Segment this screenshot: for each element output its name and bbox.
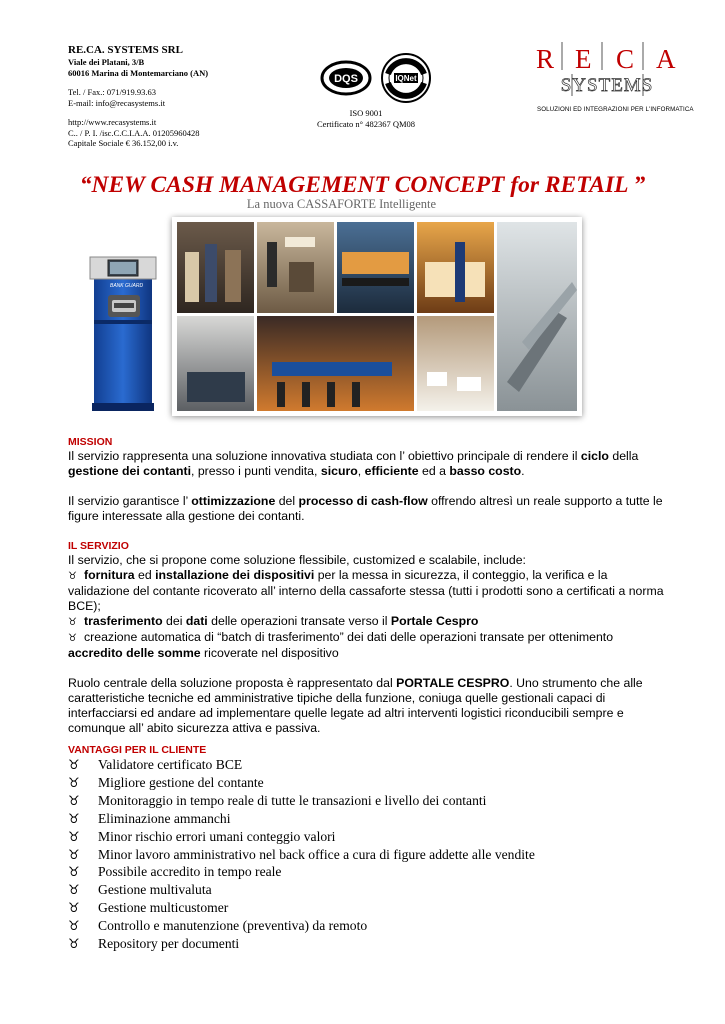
mission-paragraph-1: Il servizio rappresenta una soluzione innovativa studiata con l’ obiettivo principale di rendere il ciclo della gestione dei contanti, presso i punti vendita, sicuro, efficiente ed a basso costo. <box>68 449 639 478</box>
vantaggi-heading: VANTAGGI PER IL CLIENTE <box>68 744 207 756</box>
vantaggi-heading-wrap <box>68 743 668 757</box>
iqnet-logo <box>382 54 430 102</box>
list-item: ♉ Validatore certificato BCE <box>68 757 243 773</box>
taurus-bullet-icon: ♉ <box>68 847 80 863</box>
page-subtitle: La nuova CASSAFORTE Intelligente <box>246 197 437 211</box>
page-title: “NEW CASH MANAGEMENT CONCEPT for RETAIL ” <box>79 172 646 198</box>
iso-label: ISO 9001 <box>349 108 383 118</box>
list-item: ♉ creazione automatica di “batch di trasferimento” dei dati delle operazioni transate per ottenimento accredito delle somme ricoverate nel dispositivo <box>68 630 614 660</box>
logo-letter-c: C <box>616 44 635 74</box>
cespro-paragraph: Ruolo centrale della soluzione proposta è rappresentato dal PORTALE CESPRO. Uno strumento che alle caratteristiche tecniche ed amministrative tipiche della funzione, coniuga quelle gestionali capaci di interfacciarsi ed andare ad implementare quelle legate ad altri interventi logistici riconducibili sempre e comunque all’ abito sicurezza attiva e passiva. <box>68 676 643 735</box>
company-address-2: 60016 Marina di Montemarciano (AN) <box>68 67 209 78</box>
company-email[interactable]: E-mail: info@recasystems.it <box>68 97 166 108</box>
taurus-bullet-icon: ♉ <box>68 865 80 881</box>
list-item: ♉ Eliminazione ammanchi <box>68 810 231 827</box>
company-capital: Capitale Sociale € 36.152,00 i.v. <box>68 138 179 148</box>
servizio-section <box>68 539 668 736</box>
taurus-bullet-icon: ♉ <box>68 883 80 899</box>
taurus-bullet-icon: ♉ <box>68 901 80 917</box>
brand-tagline: SOLUZIONI ED INTEGRAZIONI PER L'INFORMATICA <box>537 106 694 113</box>
list-item: ♉ Migliore gestione del contante <box>68 774 264 791</box>
list-item: ♉ fornitura ed installazione dei dispositivi per la messa in sicurezza, il conteggio, la verifica e la validazione del contante ricoverato all’ interno della cassaforte stessa (tutti i prodotti sono a certificati a norma BCE); <box>68 568 664 613</box>
vantaggi-list <box>68 757 668 954</box>
mission-paragraph-2: Il servizio garantisce l’ ottimizzazione del processo di cash-flow offrendo altresì un reale supporto a tutte le figure interessate alla gestione dei contanti. <box>68 494 663 523</box>
certification-logos <box>318 52 438 104</box>
taurus-bullet-icon: ♉ <box>68 919 80 935</box>
iqnet-logo-text: IQNet <box>395 74 417 83</box>
list-item: ♉ trasferimento dei dati delle operazioni transate verso il Portale Cespro <box>68 614 479 628</box>
taurus-bullet-icon: ♉ <box>68 617 77 628</box>
mission-section <box>68 435 668 524</box>
certification-text <box>300 108 432 129</box>
taurus-bullet-icon: ♉ <box>68 829 80 845</box>
servizio-intro: Il servizio, che si propone come soluzione flessibile, customized e scalabile, include: <box>68 553 526 567</box>
taurus-bullet-icon: ♉ <box>68 811 80 827</box>
taurus-bullet-icon: ♉ <box>68 571 77 582</box>
list-item: ♉ Minor lavoro amministrativo nel back office a cura di figure addette alle vendite <box>68 846 535 863</box>
certificate-number: Certificato n° 482367 QM08 <box>316 118 416 129</box>
retail-photo-collage <box>172 217 582 416</box>
list-item: ♉ Monitoraggio in tempo reale di tutte le transazioni e livello dei contanti <box>68 792 487 809</box>
logo-letter-r: R <box>536 44 555 74</box>
company-name: RE.CA. SYSTEMS SRL <box>68 44 183 56</box>
taurus-bullet-icon: ♉ <box>68 793 80 809</box>
list-item: ♉ Repository per documenti <box>68 936 240 953</box>
logo-letter-e: E <box>575 44 592 74</box>
list-item: ♉ Gestione multivaluta <box>68 882 212 899</box>
list-item: ♉ Controllo e manutenzione (preventiva) da remoto <box>68 918 368 935</box>
taurus-bullet-icon: ♉ <box>68 758 80 773</box>
machine-label: BANK GUARD <box>110 283 144 289</box>
company-info <box>68 44 308 149</box>
dqs-logo-text: DQS <box>334 73 358 85</box>
taurus-bullet-icon: ♉ <box>68 937 80 953</box>
company-website[interactable]: http://www.recasystems.it <box>68 117 157 127</box>
logo-systems-text: SYSTEMS <box>560 75 654 96</box>
company-address-1: Viale dei Platani, 3/B <box>68 57 145 67</box>
company-registry: C.. / P. I. /isc.C.C.I.A.A. 01205960428 <box>68 127 200 138</box>
mission-heading: MISSION <box>68 436 113 448</box>
list-item: ♉ Possibile accredito in tempo reale <box>68 864 282 881</box>
list-item: ♉ Gestione multicustomer <box>68 900 229 917</box>
logo-letter-a: A <box>656 44 676 74</box>
taurus-bullet-icon: ♉ <box>68 633 77 644</box>
company-phone: Tel. / Fax.: 071/919.93.63 <box>68 87 156 97</box>
safe-machine-image <box>88 255 160 413</box>
dqs-logo <box>322 62 370 94</box>
servizio-heading: IL SERVIZIO <box>68 540 129 552</box>
taurus-bullet-icon: ♉ <box>68 775 80 791</box>
list-item: ♉ Minor rischio errori umani conteggio valori <box>68 828 336 845</box>
